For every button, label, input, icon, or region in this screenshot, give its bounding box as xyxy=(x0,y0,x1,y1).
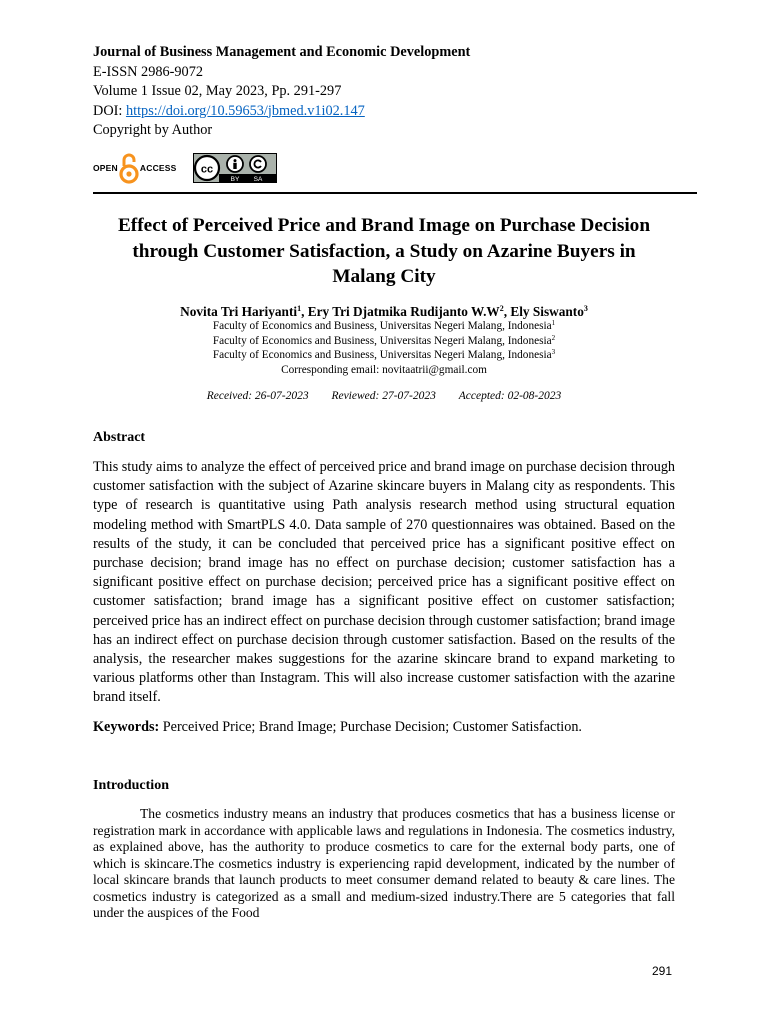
header-divider xyxy=(93,192,697,194)
author-name: Ely Siswanto xyxy=(510,304,584,319)
journal-title: Journal of Business Management and Economic Development xyxy=(93,44,471,60)
cc-sa-label: SA xyxy=(253,176,262,183)
paper-title-line: Malang City xyxy=(332,266,436,287)
author-name: Novita Tri Hariyanti xyxy=(180,304,298,319)
author-sup: 1 xyxy=(297,304,302,313)
paper-title-line: Effect of Perceived Price and Brand Image on Purchase Decision xyxy=(117,215,651,236)
corresponding-email: Corresponding email: novitaatrii@gmail.com xyxy=(281,363,487,376)
license-badges xyxy=(93,151,277,185)
author-name: Ery Tri Djatmika Rudijanto W.W xyxy=(307,304,500,319)
affiliation xyxy=(60,348,708,363)
cc-by-label: BY xyxy=(230,176,239,183)
keywords xyxy=(93,719,683,736)
affiliation-text: Faculty of Economics and Business, Universitas Negeri Malang, Indonesia xyxy=(212,349,552,361)
author-separator: , xyxy=(503,304,511,319)
journal-header xyxy=(93,43,470,141)
affiliation-text: Faculty of Economics and Business, Universitas Negeri Malang, Indonesia xyxy=(212,320,552,332)
svg-text:cc: cc xyxy=(200,163,213,176)
keywords-text: Perceived Price; Brand Image; Purchase Decision; Customer Satisfaction. xyxy=(159,719,582,735)
journal-eissn: E-ISSN 2986-9072 xyxy=(93,63,204,80)
doi-link[interactable]: https://doi.org/10.59653/jbmed.v1i02.147 xyxy=(125,102,365,119)
journal-volume: Volume 1 Issue 02, May 2023, Pp. 291-297 xyxy=(93,83,342,99)
affiliation-text: Faculty of Economics and Business, Universitas Negeri Malang, Indonesia xyxy=(212,334,552,347)
cc-by-sa-license-icon[interactable] xyxy=(193,153,277,183)
open-access-right-text: ACCESS xyxy=(139,163,177,173)
received-date: Received: 26-07-2023 xyxy=(206,390,309,402)
affiliation xyxy=(60,319,708,334)
affiliation-sup: 2 xyxy=(551,333,556,342)
introduction-heading: Introduction xyxy=(93,778,169,793)
abstract-text: This study aims to analyze the effect of perceived price and brand image on purchase decision through customer satisfaction with the subject of Azarine skincare buyers in Malang city as respondents. This type of research is quantitative using Path analysis research method using structural equation modeling method with SmartPLS 4.0. Data sample of 270 questionnaires was obtained. Based on the results of the study, it can be concluded that perceived price has a significant positive effect on purchase decision; brand image has no effect on purchase decision; customer satisfaction has a significant positive effect on purchase decision; perceived price has a significant positive effect on customer satisfaction; brand image has a significant positive effect on customer satisfaction; perceived price has an indirect effect on purchase decision through customer satisfaction; brand image has an indirect effect on purchase decision through customer satisfaction. Based on the results of the analysis, the researcher makes suggestions for the azarine skincare brand to expand marketing to various platforms other than Instagram. This will also increase customer satisfaction with the azarine brand itself. xyxy=(93,459,676,706)
affiliation xyxy=(60,334,708,349)
open-lock-icon xyxy=(119,152,139,184)
journal-copyright: Copyright by Author xyxy=(93,122,213,138)
submission-dates xyxy=(60,390,708,402)
open-access-left-text: OPEN xyxy=(93,163,118,173)
page-number: 291 xyxy=(652,964,673,978)
author-sup: 3 xyxy=(583,304,588,313)
paper-title xyxy=(80,213,688,290)
author-sup: 2 xyxy=(499,304,504,313)
keywords-label: Keywords: xyxy=(93,719,160,735)
affiliation-sup: 3 xyxy=(551,348,556,356)
affiliations xyxy=(60,319,708,377)
reviewed-date: Reviewed: 27-07-2023 xyxy=(331,390,436,402)
paper-title-line: through Customer Satisfaction, a Study on Azarine Buyers in xyxy=(132,240,636,262)
journal-doi xyxy=(93,102,470,122)
accepted-date: Accepted: 02-08-2023 xyxy=(458,390,562,402)
affiliation-sup: 1 xyxy=(551,319,556,327)
abstract-heading: Abstract xyxy=(93,430,146,445)
author-separator: , xyxy=(301,304,308,319)
open-access-logo xyxy=(93,152,177,184)
introduction-text: The cosmetics industry means an industry that produces cosmetics that has a business license or registration mark in accordance with applicable laws and regulations in Indonesia. The cosmetics industry, as explained above, has the authority to produce cosmetics to care for the external body parts, one of which is skincare.The cosmetics industry is experiencing rapid development, indicated by the number of local skincare brands that launch products to meet consumer demand related to beauty & care lines. The cosmetics industry is categorized as a small and medium-sized industry.There are 5 categories that fall under the auspices of the Food xyxy=(93,806,675,920)
doi-label: DOI: xyxy=(93,102,126,119)
